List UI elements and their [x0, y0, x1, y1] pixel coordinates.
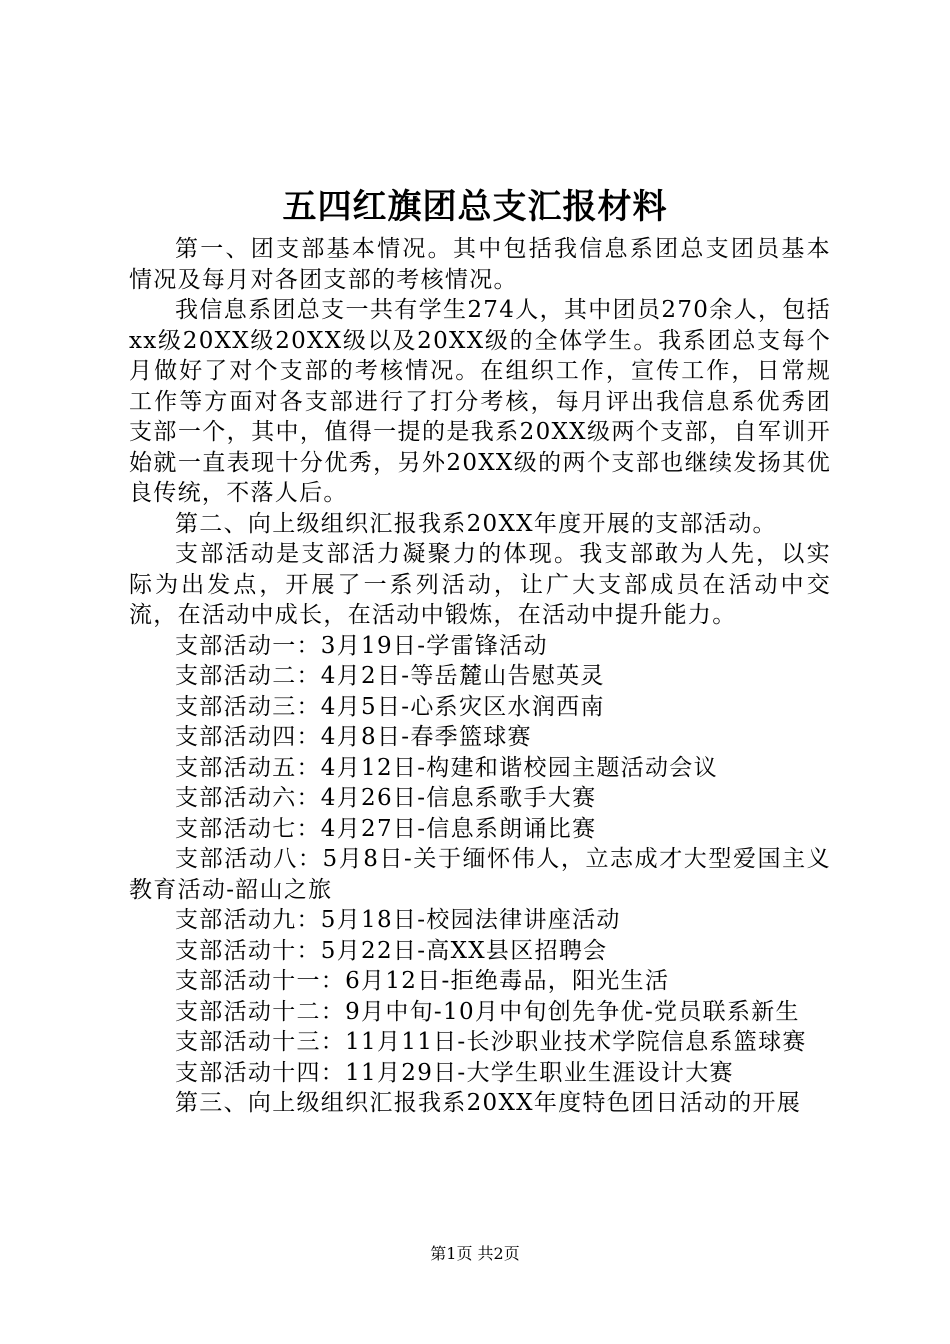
activity-item: 支部活动十二：9月中旬-10月中旬创先争优-党员联系新生: [175, 998, 800, 1025]
paragraph: 第一、团支部基本情况。其中包括我信息系团总支团员基本情况及每月对各团支部的考核情况。: [129, 236, 831, 293]
activity-item: 支部活动五：4月12日-构建和谐校园主题活动会议: [175, 754, 718, 781]
activity-item: 支部活动六：4月26日-信息系歌手大赛: [175, 785, 597, 811]
activity-item: 支部活动十三：11月11日-长沙职业技术学院信息系篮球赛: [175, 1029, 807, 1055]
document-title: 五四红旗团总支汇报材料: [282, 187, 668, 227]
paragraph: 第二、向上级组织汇报我系20XX年度开展的支部活动。: [175, 510, 777, 537]
activity-item: 支部活动九：5月18日-校园法律讲座活动: [175, 907, 621, 933]
paragraph: 支部活动是支部活力凝聚力的体现。我支部敢为人先，以实际为出发点，开展了一系列活动，让广大支部成员在活动中交流，在活动中成长，在活动中锻炼，在活动中提升能力。: [129, 541, 831, 628]
paragraph: 我信息系团总支一共有学生274人，其中团员270余人，包括xx级20XX级20XX级以及20XX级的全体学生。我系团总支每个月做好了对个支部的考核情况。在组织工作，宣传工作，日常规工作等方面对各支部进行了打分考核，每月评出我信息系优秀团支部一个，其中，值得一提的是我系20XX级两个支部，自军训开始就一直表现十分优秀，另外20XX级的两个支部也继续发扬其优良传统，不落人后。: [129, 297, 831, 506]
activity-item: 支部活动二：4月2日-等岳麓山告慰英灵: [175, 663, 605, 689]
activity-item: 支部活动七：4月27日-信息系朗诵比赛: [175, 815, 597, 842]
activity-item: 支部活动一：3月19日-学雷锋活动: [175, 632, 548, 659]
activity-item: 支部活动十四：11月29日-大学生职业生涯设计大赛: [175, 1059, 734, 1086]
activity-item: 支部活动十一：6月12日-拒绝毒品，阳光生活: [175, 968, 670, 994]
document-body: [129, 234, 831, 1119]
page-number-footer: 第1页 共2页: [430, 1244, 520, 1263]
paragraph: 第三、向上级组织汇报我系20XX年度特色团日活动的开展: [175, 1090, 802, 1116]
activity-item: 支部活动八：5月8日-关于缅怀伟人，立志成才大型爱国主义教育活动-韶山之旅: [129, 846, 831, 903]
activity-item: 支部活动十：5月22日-高XX县区招聘会: [175, 937, 608, 964]
activity-item: 支部活动三：4月5日-心系灾区水润西南: [175, 693, 605, 720]
activity-item: 支部活动四：4月8日-春季篮球赛: [175, 724, 532, 750]
